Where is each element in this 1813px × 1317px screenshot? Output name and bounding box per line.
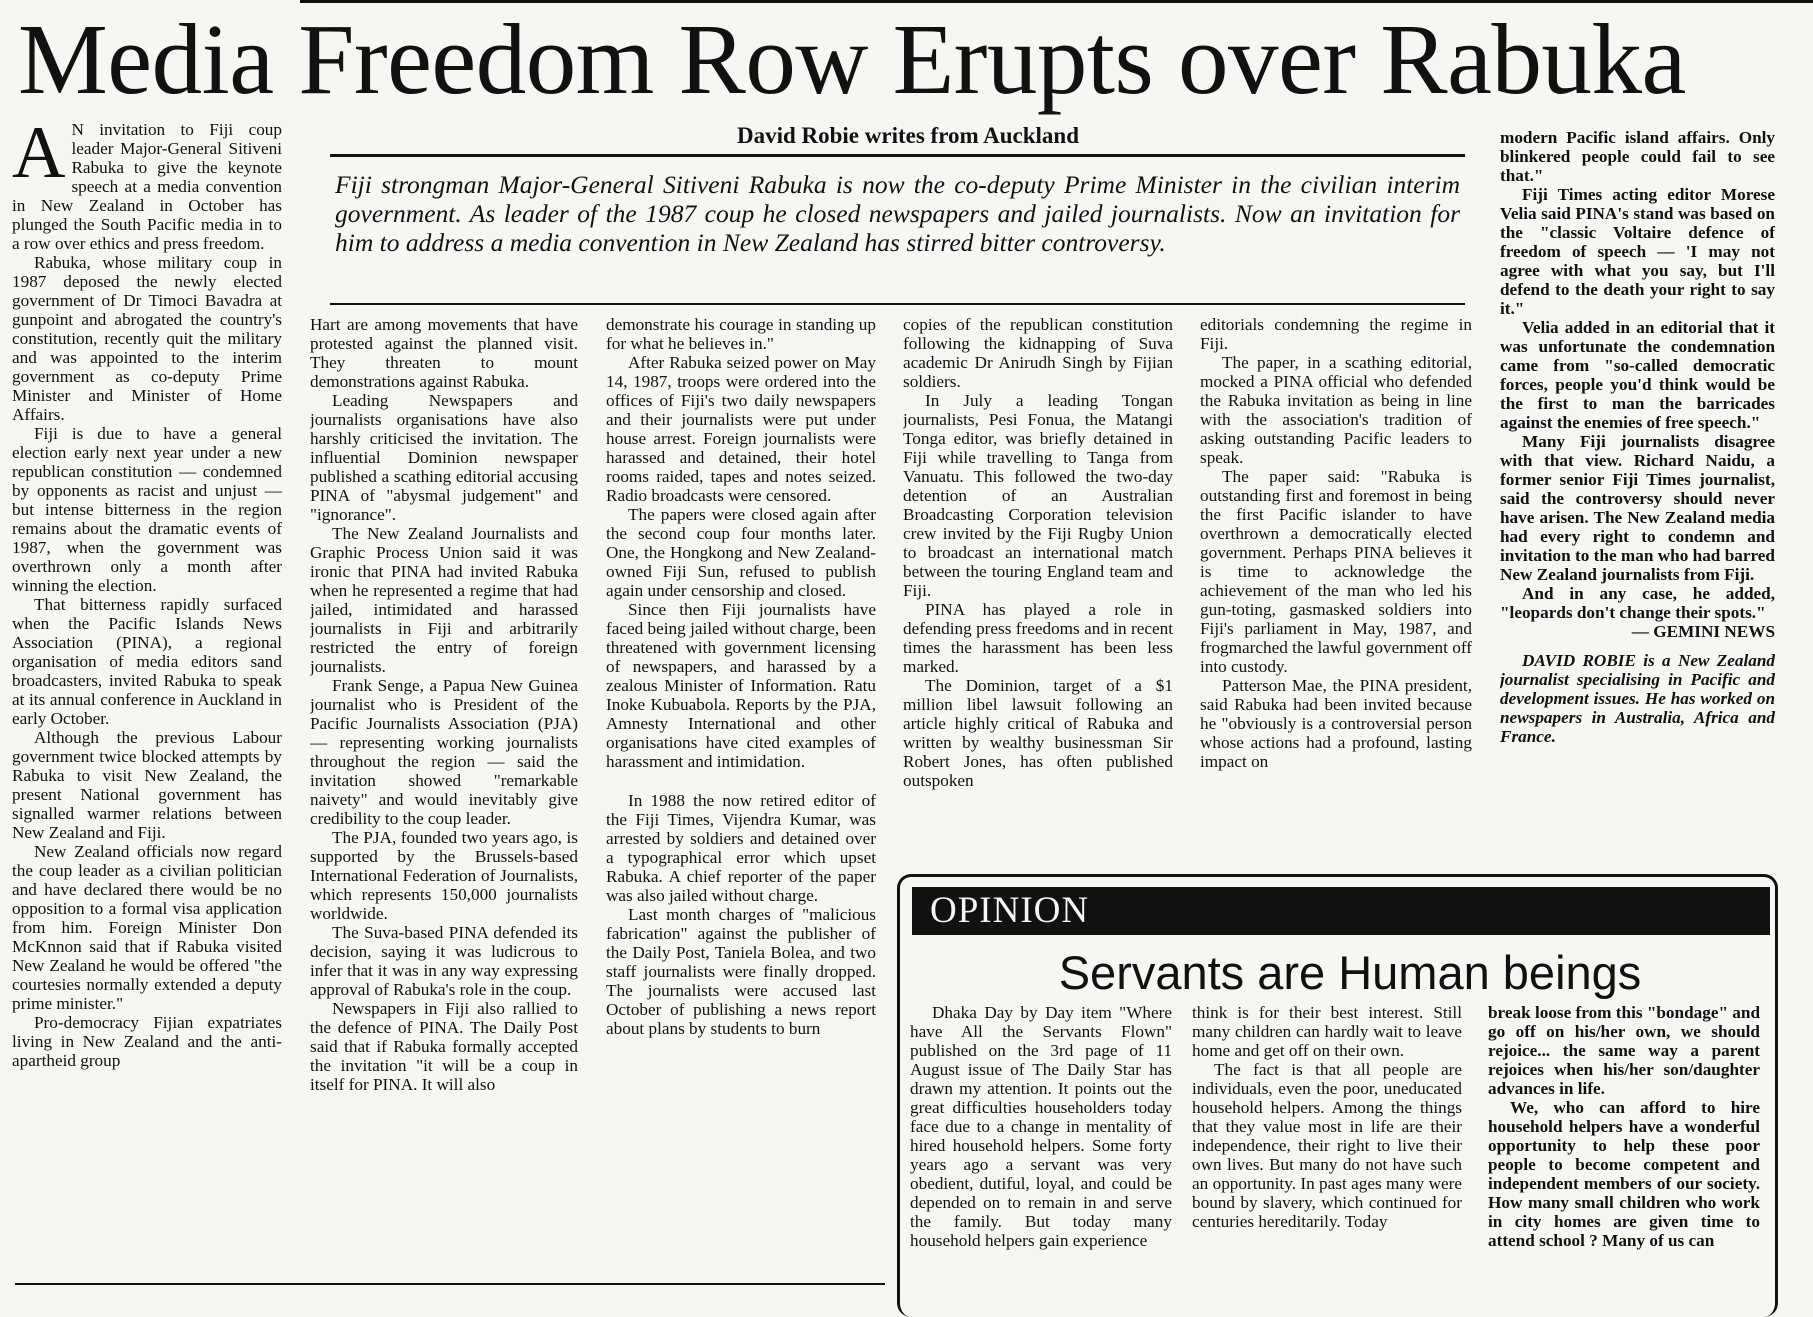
paragraph: The paper said: "Rabuka is outstanding first and foremost in being the first Pacific islander to have overthrown a democratically elected government. Perhaps PINA believes it is time to acknowledge the achievement of the man who led his gun-toting, gasmasked soldiers into Fiji's parliament in May, 1987, and frogmarched the lawful government off into custody.	[1200, 467, 1472, 676]
article-col-2	[310, 315, 578, 1270]
article-col-6	[1500, 128, 1775, 868]
article-col-3	[606, 315, 876, 1270]
opinion-col-3	[1488, 1003, 1760, 1295]
paragraph: Fiji is due to have a general election early next year under a new republican constitution — condemned by opponents as racist and unjust — but intense bitterness in the region remains about the dramatic events of 1987, when the government was overthrown only a month after winning the election.	[12, 424, 282, 595]
paragraph: Pro-democracy Fijian expatriates living in New Zealand and the anti-apartheid group	[12, 1013, 282, 1070]
paragraph: Newspapers in Fiji also rallied to the defence of PINA. The Daily Post said that if Rabuka formally accepted the invitation "it will be a coup in itself for PINA. It will also	[310, 999, 578, 1094]
paragraph: In July a leading Tongan journalists, Pesi Fonua, the Matangi Tonga editor, was briefly detained in Fiji while travelling to Tanga from Vanuatu. This followed the two-day detention of an Australian Broadcasting Corporation television crew invited by the Fiji Rugby Union to broadcast an international match between the touring England team and Fiji.	[903, 391, 1173, 600]
drop-cap: A	[12, 120, 66, 194]
byline: David Robie writes from Auckland	[736, 123, 1080, 148]
sign-off: — GEMINI NEWS	[1631, 622, 1775, 641]
article-col-1	[12, 120, 282, 1270]
paragraph: The PJA, founded two years ago, is supported by the Brussels-based International Federation of Journalists, which represents 150,000 journalists worldwide.	[310, 828, 578, 923]
paragraph: editorials condemning the regime in Fiji.	[1200, 315, 1472, 353]
paragraph: demonstrate his courage in standing up for what he believes in."	[606, 315, 876, 353]
paragraph: Frank Senge, a Papua New Guinea journalist who is President of the Pacific Journalists Association (PJA) — representing working journalists throughout the region — said the invitation showed "remarkable naivety" and would inevitably give credibility to the coup leader.	[310, 676, 578, 828]
opinion-title: Servants are Human beings	[1058, 946, 1642, 999]
paragraph: The Dominion, target of a $1 million libel lawsuit following an article highly critical of Rabuka and written by wealthy businessman Sir Robert Jones, has often published outspoken	[903, 676, 1173, 790]
opinion-label: OPINION	[912, 887, 1770, 935]
headline: Media Freedom Row Erupts over Rabuka	[18, 3, 1686, 115]
paragraph: Rabuka, whose military coup in 1987 deposed the newly elected government of Dr Timoci Bavadra at gunpoint and abrogated the country's constitution, recently quit the military and was appointed to the interim government as co-deputy Prime Minister and Minister of Home Affairs.	[12, 253, 282, 424]
paragraph: N invitation to Fiji coup leader Major-General Sitiveni Rabuka to give the keynote speech at a media convention in New Zealand in October has plunged the South Pacific media in to a row over ethics and press freedom.	[12, 120, 282, 253]
paragraph: Hart are among movements that have protested against the planned visit. They threaten to mount demonstrations against Rabuka.	[310, 315, 578, 391]
byline-rule	[330, 154, 1465, 157]
paragraph: copies of the republican constitution following the kidnapping of Suva academic Dr Anirudh Singh by Fijian soldiers.	[903, 315, 1173, 391]
paragraph: After Rabuka seized power on May 14, 1987, troops were ordered into the offices of Fiji's two daily newspapers and their journalists were put under house arrest. Foreign journalists were harassed and detained, their hotel rooms raided, tapes and notes seized. Radio broadcasts were censored.	[606, 353, 876, 505]
opinion-col-2	[1192, 1003, 1462, 1295]
deck: Fiji strongman Major-General Sitiveni Rabuka is now the co-deputy Prime Minister in the civilian interim government. As leader of the 1987 coup he closed newspapers and jailed journalists. Now an invitation for him to address a media convention in New Zealand has stirred bitter controversy.	[335, 170, 1460, 257]
paragraph: think is for their best interest. Still many children can hardly wait to leave home and get off on their own.	[1192, 1003, 1462, 1060]
paragraph: Patterson Mae, the PINA president, said Rabuka had been invited because he "obviously is a controversial person whose actions had a profound, lasting impact on	[1200, 676, 1472, 771]
paragraph: break loose from this "bondage" and go off on his/her own, we should rejoice... the same way a parent rejoices when his/her son/daughter advances in life.	[1488, 1003, 1760, 1098]
opinion-col-1	[910, 1003, 1172, 1295]
author-bio	[1500, 651, 1775, 746]
paragraph: The fact is that all people are individuals, even the poor, uneducated household helpers. Among the things that they value most in life are their independence, their right to live their own lives. But many do not have such an opportunity. In past ages many were bound by slavery, which continued for centuries hereditarily. Today	[1192, 1060, 1462, 1231]
paragraph: Fiji Times acting editor Morese Velia said PINA's stand was based on the "classic Voltaire defence of freedom of speech — 'I may not agree with what you say, but I'll defend to the death your right to say it."	[1500, 185, 1775, 318]
paragraph: Many Fiji journalists disagree with that view. Richard Naidu, a former senior Fiji Times journalist, said the controversy should never have arisen. The New Zealand media had every right to condemn and invitation to the man who had barred New Zealand journalists from Fiji.	[1500, 432, 1775, 584]
article-col-5	[1200, 315, 1472, 855]
paragraph: Although the previous Labour government twice blocked attempts by Rabuka to visit New Zealand, the present National government has signalled warmer relations between New Zealand and Fiji.	[12, 728, 282, 842]
paragraph: modern Pacific island affairs. Only blinkered people could fail to see that."	[1500, 128, 1775, 185]
deck-rule	[330, 303, 1465, 305]
paragraph: PINA has played a role in defending press freedoms and in recent times the harassment has been less marked.	[903, 600, 1173, 676]
paragraph: We, who can afford to hire household helpers have a wonderful opportunity to help these poor people to become competent and independent members of our society. How many small children who work in city homes are given time to attend school ? Many of us can	[1488, 1098, 1760, 1250]
article-col-4	[903, 315, 1173, 855]
paragraph: The paper, in a scathing editorial, mocked a PINA official who defended the Rabuka invitation as being in line with the association's tradition of asking outstanding Pacific leaders to speak.	[1200, 353, 1472, 467]
paragraph: The New Zealand Journalists and Graphic Process Union said it was ironic that PINA had invited Rabuka when he represented a regime that had jailed, intimidated and harassed journalists in Fiji and arbitrarily restricted the entry of foreign journalists.	[310, 524, 578, 676]
paragraph: And in any case, he added, "leopards don't change their spots."	[1500, 584, 1775, 622]
paragraph: Leading Newspapers and journalists organisations have also harshly criticised the invitation. The influential Dominion newspaper published a scathing editorial accusing PINA of "abysmal judgement" and "ignorance".	[310, 391, 578, 524]
paragraph: The Suva-based PINA defended its decision, saying it was ludicrous to infer that it was in any way expressing approval of Rabuka's role in the coup.	[310, 923, 578, 999]
bottom-rule	[15, 1283, 885, 1285]
paragraph: Velia added in an editorial that it was unfortunate the condemnation came from "so-called democratic forces, people you'd think would be the first to man the barricades against the enemies of free speech."	[1500, 318, 1775, 432]
paragraph: That bitterness rapidly surfaced when the Pacific Islands News Association (PINA), a regional organisation of media editors sand broadcasters, invited Rabuka to speak at its annual conference in Auckland in early October.	[12, 595, 282, 728]
paragraph: The papers were closed again after the second coup four months later. One, the Hongkong and New Zealand-owned Fiji Sun, refused to publish again under censorship and closed.	[606, 505, 876, 600]
bio-text: DAVID ROBIE is a New Zealand journalist specialising in Pacific and development issues. He has worked on newspapers in Australia, Africa and France.	[1500, 651, 1775, 746]
paragraph: Since then Fiji journalists have faced being jailed without charge, been threatened with government licensing of newspapers, and harassed by a zealous Minister of Information. Ratu Inoke Kubuabola. Reports by the PJA, Amnesty International and other organisations have cited examples of harassment and intimidation.	[606, 600, 876, 771]
paragraph: In 1988 the now retired editor of the Fiji Times, Vijendra Kumar, was arrested by soldiers and detained over a typographical error which upset Rabuka. A chief reporter of the paper was also jailed without charge.	[606, 791, 876, 905]
paragraph: Last month charges of "malicious fabrication" against the publisher of the Daily Post, Taniela Bolea, and two staff journalists were finally dropped. The journalists were accused last October of publishing a news report about plans by students to burn	[606, 905, 876, 1038]
paragraph: New Zealand officials now regard the coup leader as a civilian politician and have declared there would be no opposition to a formal visa application from him. Foreign Minister Don McKnnon said that if Rabuka visited New Zealand he would be offered "the courtesies normally extended a deputy prime minister."	[12, 842, 282, 1013]
paragraph: Dhaka Day by Day item "Where have All the Servants Flown" published on the 3rd page of 11 August issue of The Daily Star has drawn my attention. It points out the great difficulties householders today face due to a change in mentality of hired household helpers. Some forty years ago a servant was very obedient, dutiful, loyal, and could be depended on to remain in and serve the family. But today many household helpers gain experience	[910, 1003, 1172, 1250]
